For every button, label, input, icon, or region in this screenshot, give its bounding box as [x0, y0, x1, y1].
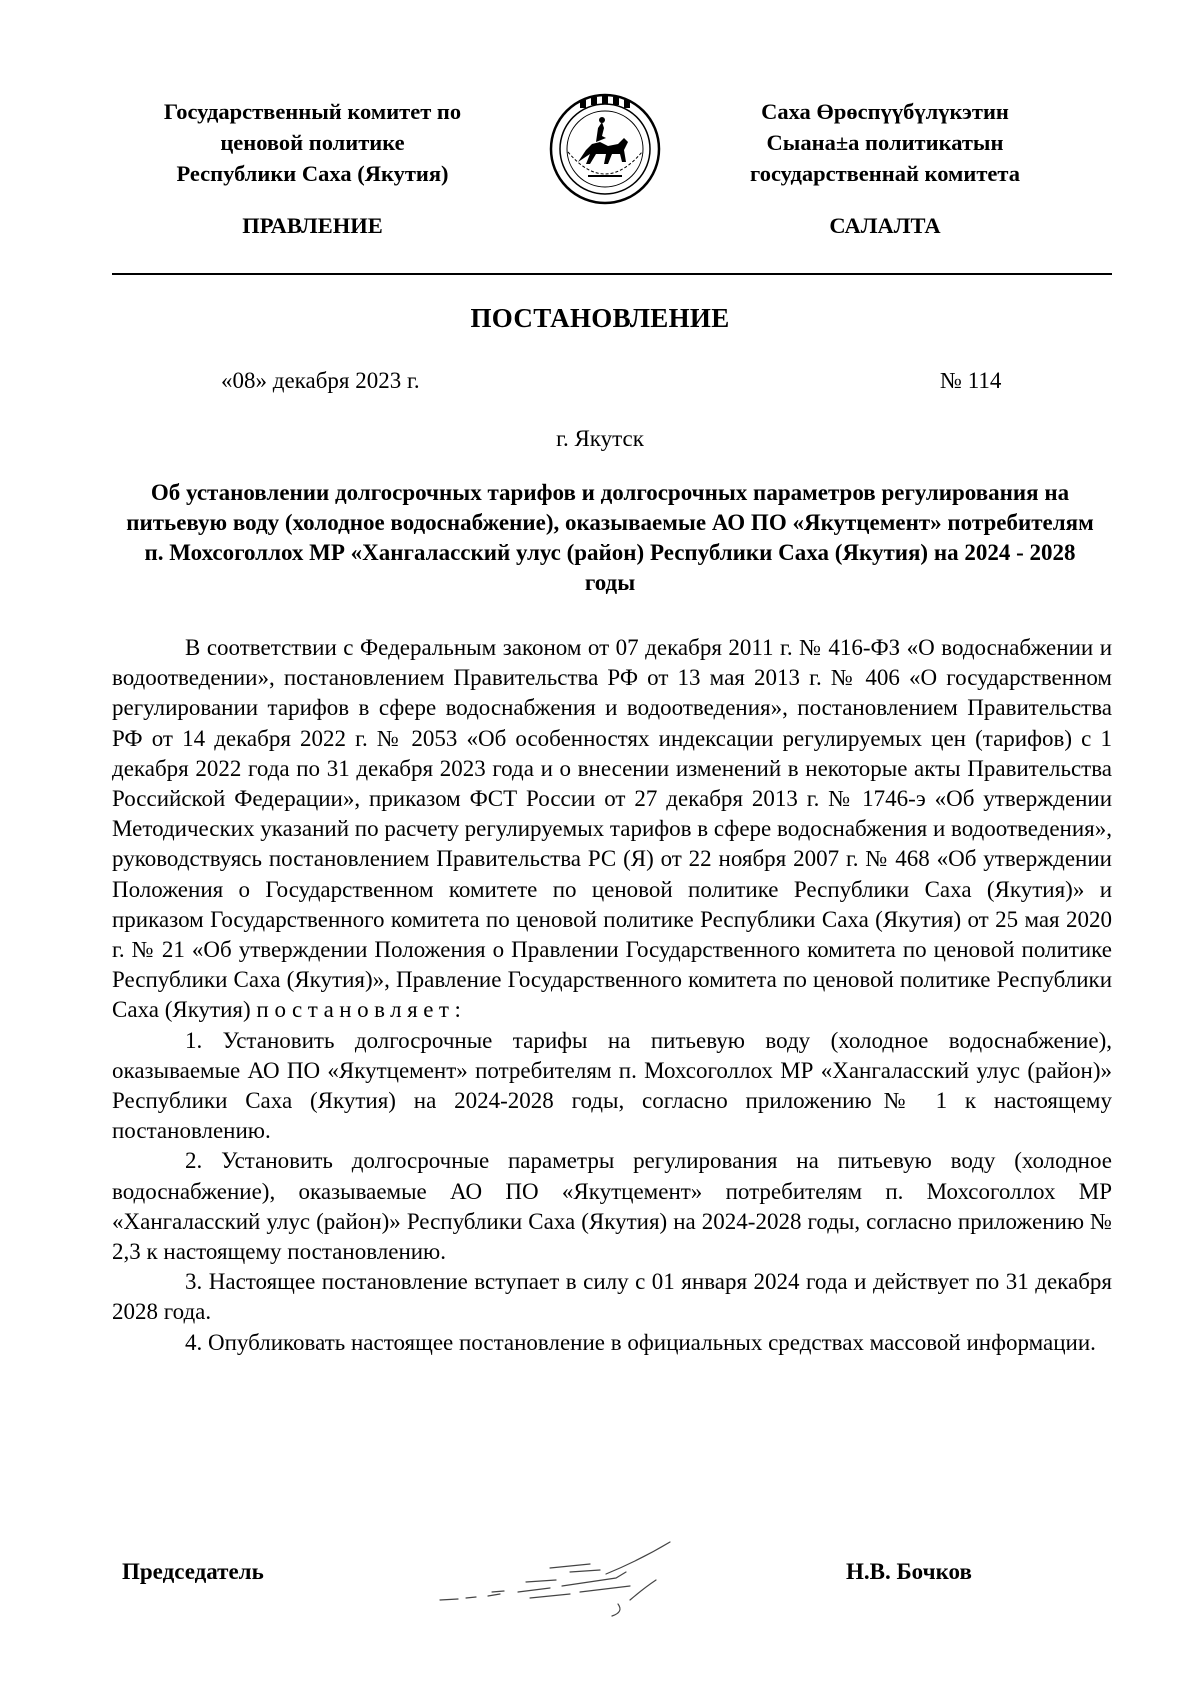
coat-of-arms-icon — [548, 92, 662, 206]
org-board-russian: ПРАВЛЕНИЕ — [242, 213, 383, 238]
org-name-line: государственнай комитета — [750, 161, 1020, 186]
resolution-item: 4. Опубликовать настоящее постановление в официальных средствах массовой информации. — [185, 1329, 1096, 1355]
org-board-yakut: САЛАЛТА — [829, 213, 941, 238]
header-divider — [112, 273, 1112, 275]
document-subject: Об установлении долгосрочных тарифов и долгосрочных параметров регулирования на питьевую воду (холодное водоснабжение), оказываемые АО ПО «Якутцемент» потребителям п. Мохсоголлох МР «Хангаласский улус (район) Республики Саха (Якутия) на 2024 - 2028 годы — [126, 480, 1094, 595]
resolution-item: 1. Установить долгосрочные тарифы на питьевую воду (холодное водоснабжение), оказываемые АО ПО «Якутцемент» потребителям п. Мохсоголлох МР «Хангаласский улус (район)» Республики Саха (Якутия) на 2024-2028 годы, согласно приложению№ 1 к настоящему постановлению. — [112, 1027, 1112, 1144]
org-name-line: Сыана±а политикатын — [766, 130, 1004, 155]
document-body — [112, 633, 1112, 1358]
org-name-russian — [110, 96, 515, 189]
org-name-yakut — [680, 96, 1090, 189]
signatory-title: Председатель — [122, 1559, 264, 1584]
org-name-line: Государственный комитет по — [163, 99, 462, 124]
document-title: ПОСТАНОВЛЕНИЕ — [470, 303, 730, 333]
document-city: г. Якутск — [556, 426, 644, 451]
preamble-paragraph — [112, 633, 1112, 1026]
resolution-word: остановляет: — [274, 997, 467, 1023]
handwritten-signature — [430, 1508, 730, 1618]
resolution-item: 2. Установить долгосрочные параметры регулирования на питьевую воду (холодное водоснабжение), оказываемые АО ПО «Якутцемент» потребителям п. Мохсоголлох МР «Хангаласский улус (район)» Республики Саха (Якутия) на 2024-2028 годы, согласно приложению № 2,3 к настоящему постановлению. — [112, 1148, 1112, 1265]
preamble-text: В соответствии с Федеральным законом от 07 декабря 2011 г. № 416-ФЗ «О водоснабжении и водоотведении», постановлением Правительства РФ от 13 мая 2013 г. № 406 «О государственном регулировании тарифов в сфере водоснабжения и водоотведения», постановлением Правительства РФ от 14 декабря 2022 г. № 2053 «Об особенностях индексации регулируемых цен (тарифов) с 1 декабря 2022 года по 31 декабря 2023 года и о внесении изменений в некоторые акты Правительства Российской Федерации», приказом ФСТ России от 27 декабря 2013 г. № 1746-э «Об утверждении Методических указаний по расчету регулируемых тарифов в сфере водоснабжения и водоотведения», руководствуясь постановлением Правительства РС (Я) от 22 ноября 2007 г. № 468 «Об утверждении Положения о Государственном комитете по ценовой политике Республики Саха (Якутия)» и приказом Государственного комитета по ценовой политике Республики Саха (Якутия) от 25 мая 2020 г. № 21 «Об утверждении Положения о Правлении Государственного комитета по ценовой политике Республики Саха (Якутия)», Правление Государственного комитета по ценовой политике Республики Саха (Якутия) п — [112, 635, 1112, 1023]
signatory-name: Н.В. Бочков — [846, 1559, 972, 1584]
resolution-item: 3. Настоящее постановление вступает в силу с 01 января 2024 года и действует по 31 декабря 2028 года. — [112, 1269, 1112, 1325]
document-date: «08» декабря 2023 г. — [221, 368, 420, 393]
org-name-line: ценовой политике — [220, 130, 405, 155]
org-name-line: Республики Саха (Якутия) — [176, 161, 449, 186]
org-name-line: Саха Өрөспүүбүлүкэтин — [761, 99, 1009, 124]
document-number: № 114 — [940, 368, 1002, 393]
